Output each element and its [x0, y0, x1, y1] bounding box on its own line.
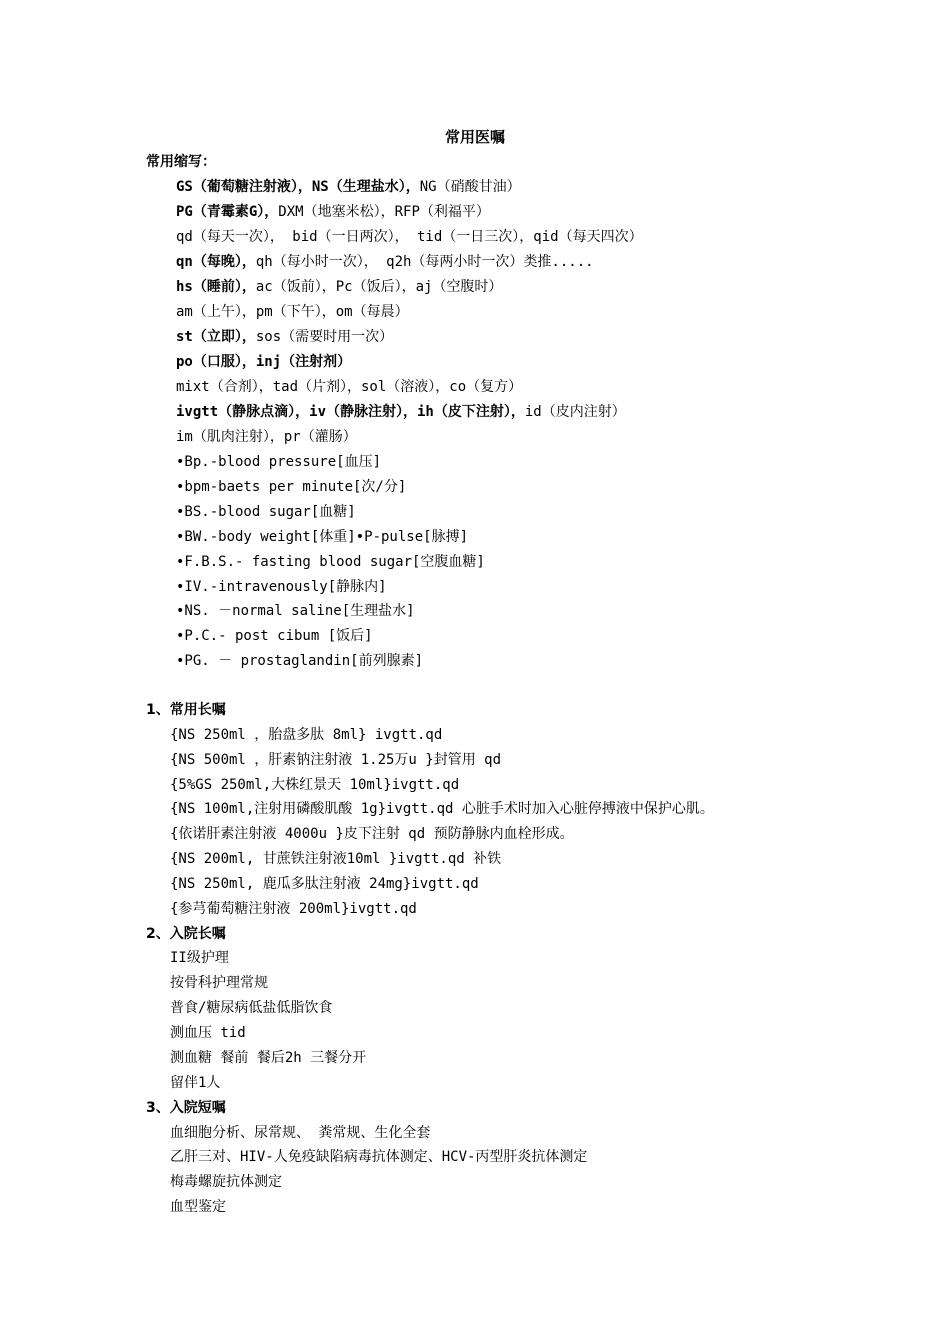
abbr-line-1-normal: NG（硝酸甘油）: [419, 179, 521, 195]
document-title: 常用医嘱: [444, 128, 505, 146]
section2-item: 留伴1人: [170, 1075, 221, 1091]
section1-item: {参芎葡萄糖注射液 200ml}ivgtt.qd: [170, 901, 417, 917]
section1-item: {NS 100ml,注射用磷酸肌酸 1g}ivgtt.qd 心脏手术时加入心脏停搏液中保护心肌。: [170, 801, 714, 817]
section3-heading: 3、入院短嘱: [146, 1100, 226, 1116]
bullet-item: •Bp.-blood pressure[血压]: [176, 454, 382, 470]
bullet-item: •BW.-body weight[体重]•P-pulse[脉搏]: [176, 529, 469, 545]
abbr-line-2: [176, 202, 490, 222]
section1-heading: 1、常用长嘱: [146, 702, 226, 718]
bullet-item: •P.C.- post cibum [饭后]: [176, 628, 373, 644]
section1-item: {5%GS 250ml,大株红景天 10ml}ivgtt.qd: [170, 777, 460, 793]
abbr-line-5: [176, 277, 502, 297]
section2-item: 按骨科护理常规: [170, 975, 268, 991]
bullet-item: •BS.-blood sugar[血糖]: [176, 504, 356, 520]
section1-item: {NS 200ml, 甘蔗铁注射液10ml }ivgtt.qd 补铁: [170, 851, 502, 867]
section2-item: 普食/糖尿病低盐低脂饮食: [170, 1000, 333, 1016]
abbr-line-10-normal: id（皮内注射）: [524, 404, 626, 420]
abbr-line-4-bold: qn（每晚），: [176, 254, 256, 270]
abbr-line-5-normal: ac（饭前），Pc（饭后），aj（空腹时）: [255, 279, 503, 295]
abbr-line-10: [176, 402, 626, 422]
section2-item: 测血压 tid: [170, 1025, 246, 1041]
section2-item: II级护理: [170, 950, 229, 966]
abbr-line-7-bold: st（立即），: [176, 329, 256, 345]
section3-item: 梅毒螺旋抗体测定: [170, 1174, 282, 1190]
section2-item: 测血糖 餐前 餐后2h 三餐分开: [170, 1050, 367, 1066]
section2-heading: 2、入院长嘱: [146, 926, 226, 942]
section3-item: 血细胞分析、尿常规、 粪常规、生化全套: [170, 1125, 431, 1141]
section1-item: {依诺肝素注射液 4000u }皮下注射 qd 预防静脉内血栓形成。: [170, 826, 574, 842]
abbr-line-10-bold: ivgtt（静脉点滴），iv（静脉注射），ih（皮下注射），: [176, 404, 525, 420]
abbr-line-2-normal: DXM（地塞米松），RFP（利福平）: [278, 204, 490, 220]
section1-item: {NS 250ml, 鹿瓜多肽注射液 24mg}ivgtt.qd: [170, 876, 479, 892]
abbr-line-8: po（口服），inj（注射剂）: [176, 354, 352, 370]
section3-item: 血型鉴定: [170, 1199, 226, 1215]
abbr-line-6: am（上午），pm（下午），om（每晨）: [176, 304, 409, 320]
abbr-line-5-bold: hs（睡前），: [176, 279, 256, 295]
bullet-item: •NS. －normal saline[生理盐水]: [176, 603, 415, 619]
bullet-item: •F.B.S.- fasting blood sugar[空腹血糖]: [176, 554, 485, 570]
abbr-line-1: [176, 177, 521, 197]
abbr-line-11: im（肌肉注射），pr（灌肠）: [176, 429, 357, 445]
abbr-line-7-normal: sos（需要时用一次）: [255, 329, 394, 345]
abbr-line-9: mixt（合剂），tad（片剂），sol（溶液），co（复方）: [176, 379, 523, 395]
abbr-line-2-bold: PG（青霉素G），: [176, 204, 279, 220]
bullet-item: •IV.-intravenously[静脉内]: [176, 579, 387, 595]
section3-item: 乙肝三对、HIV-人免疫缺陷病毒抗体测定、HCV-丙型肝炎抗体测定: [170, 1149, 588, 1165]
bullet-item: •PG. － prostaglandin[前列腺素]: [176, 653, 424, 669]
bullet-item: •bpm-baets per minute[次/分]: [176, 479, 407, 495]
abbr-line-1-bold: GS（葡萄糖注射液），NS（生理盐水），: [176, 179, 420, 195]
abbr-line-7: [176, 327, 393, 347]
section1-item: {NS 250ml ，胎盘多肽 8ml} ivgtt.qd: [170, 727, 443, 743]
abbr-heading: 常用缩写：: [146, 154, 216, 170]
section1-item: {NS 500ml ，肝素钠注射液 1.25万u }封管用 qd: [170, 752, 502, 768]
abbr-line-4-normal: qh（每小时一次）， q2h（每两小时一次）类推.....: [255, 254, 594, 270]
abbr-line-3: qd（每天一次）， bid（一日两次）， tid（一日三次），qid（每天四次）: [176, 229, 643, 245]
abbr-line-4: [176, 252, 594, 272]
